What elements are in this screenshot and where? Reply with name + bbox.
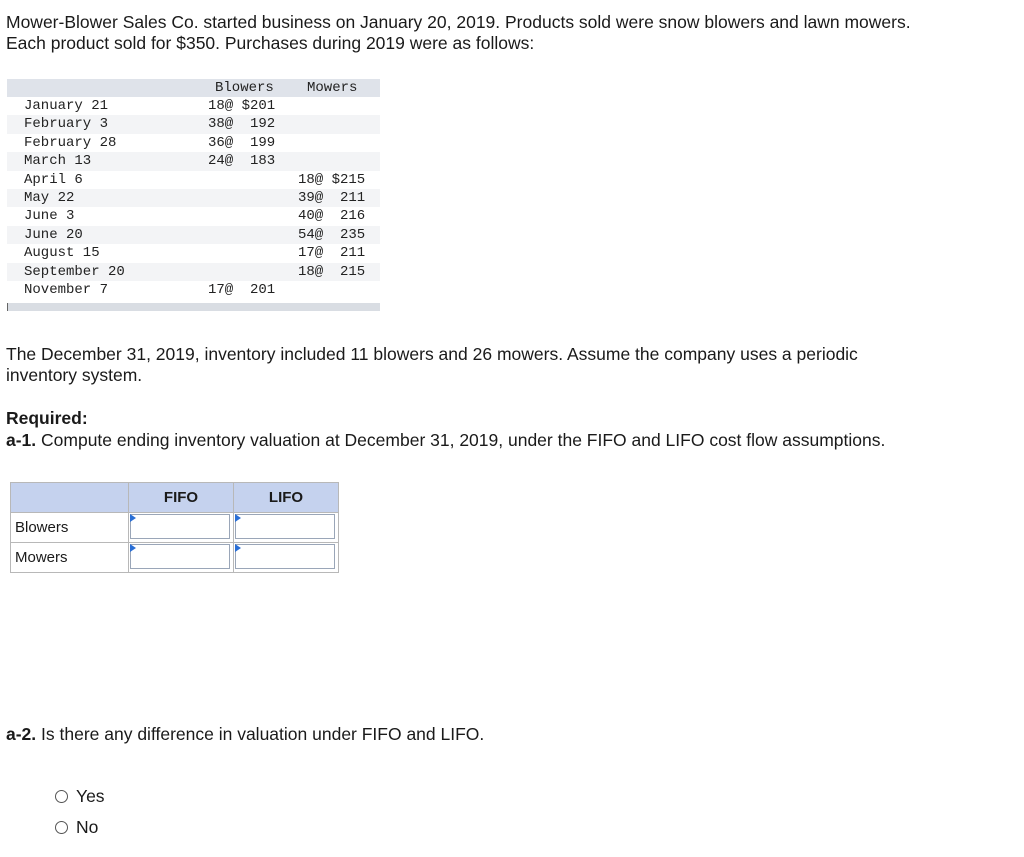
row-label-mowers: Mowers xyxy=(11,543,129,573)
purchase-row xyxy=(7,171,380,189)
purchase-date: June 3 xyxy=(24,208,75,225)
cell-blowers-fifo xyxy=(129,513,234,543)
purchases-table xyxy=(7,79,380,311)
row-label-blowers: Blowers xyxy=(11,513,129,543)
blowers-lifo-input[interactable] xyxy=(235,514,335,539)
purchase-date: February 28 xyxy=(24,134,117,151)
grid-row-blowers xyxy=(11,513,339,543)
purchase-date: June 20 xyxy=(24,226,83,243)
purchase-mowers: 39@ 211 xyxy=(298,189,366,206)
intro-line-2: Each product sold for $350. Purchases during 2019 were as follows: xyxy=(6,33,535,53)
mowers-lifo-input[interactable] xyxy=(235,544,335,569)
purchases-rows xyxy=(7,97,380,299)
purchase-date: February 3 xyxy=(24,116,109,133)
a2-text: Is there any difference in valuation under FIFO and LIFO. xyxy=(36,724,485,744)
intro-line-1: Mower-Blower Sales Co. started business on January 20, 2019. Products sold were snow blowers and lawn mowers. xyxy=(6,12,911,32)
purchase-blowers: 36@ 199 xyxy=(208,134,276,151)
grid-header-lifo: LIFO xyxy=(234,483,339,513)
header-blowers: Blowers xyxy=(215,80,274,96)
a2-question xyxy=(6,724,484,745)
purchase-row xyxy=(7,134,380,152)
cell-mowers-lifo xyxy=(234,543,339,573)
cell-blowers-lifo xyxy=(234,513,339,543)
grid-row-mowers xyxy=(11,543,339,573)
purchase-date: April 6 xyxy=(24,171,83,188)
grid-header-row xyxy=(11,483,339,513)
inventory-note xyxy=(6,344,1006,386)
inventory-note-line-1: The December 31, 2019, inventory included 11 blowers and 26 mowers. Assume the company uses a periodic xyxy=(6,344,858,364)
purchase-row xyxy=(7,263,380,281)
purchase-date: January 21 xyxy=(24,98,109,114)
radio-yes-circle-icon[interactable] xyxy=(55,790,68,803)
purchase-blowers: 18@ $201 xyxy=(208,98,276,114)
purchase-row xyxy=(7,115,380,133)
purchase-date: March 13 xyxy=(24,153,92,170)
grid-header-blank xyxy=(11,483,129,513)
header-mowers: Mowers xyxy=(307,80,358,96)
grid-header-fifo: FIFO xyxy=(129,483,234,513)
mowers-fifo-input[interactable] xyxy=(130,544,230,569)
blowers-fifo-input[interactable] xyxy=(130,514,230,539)
purchase-row xyxy=(7,281,380,299)
table-footer-bar xyxy=(7,303,380,311)
problem-intro xyxy=(6,12,1016,54)
purchases-header xyxy=(7,79,380,97)
answer-grid xyxy=(10,482,339,573)
purchase-date: August 15 xyxy=(24,245,100,262)
radio-option-no[interactable] xyxy=(55,817,98,838)
radio-no-circle-icon[interactable] xyxy=(55,821,68,834)
purchase-mowers: 54@ 235 xyxy=(298,226,366,243)
inventory-note-line-2: inventory system. xyxy=(6,365,143,385)
cell-mowers-fifo xyxy=(129,543,234,573)
purchase-row xyxy=(7,97,380,115)
radio-no-label: No xyxy=(76,817,99,837)
purchase-row xyxy=(7,207,380,225)
radio-yes-label: Yes xyxy=(76,786,105,806)
purchase-blowers: 24@ 183 xyxy=(208,153,276,170)
purchase-blowers: 38@ 192 xyxy=(208,116,276,133)
purchase-row xyxy=(7,244,380,262)
purchase-mowers: 18@ 215 xyxy=(298,263,366,280)
a1-text: Compute ending inventory valuation at December 31, 2019, under the FIFO and LIFO cost flow assumptions. xyxy=(36,430,886,450)
purchase-date: September 20 xyxy=(24,263,125,280)
purchase-blowers: 17@ 201 xyxy=(208,281,276,298)
purchase-mowers: 17@ 211 xyxy=(298,245,366,262)
purchase-row xyxy=(7,226,380,244)
a2-label: a-2. xyxy=(6,724,37,744)
purchase-date: May 22 xyxy=(24,189,75,206)
a1-instruction xyxy=(6,430,885,451)
radio-option-yes[interactable] xyxy=(55,786,105,807)
purchase-row xyxy=(7,189,380,207)
a1-label: a-1. xyxy=(6,430,37,450)
purchase-row xyxy=(7,152,380,170)
purchase-date: November 7 xyxy=(24,281,109,298)
purchase-mowers: 40@ 216 xyxy=(298,208,366,225)
purchase-mowers: 18@ $215 xyxy=(298,171,366,188)
required-label: Required: xyxy=(6,408,88,428)
